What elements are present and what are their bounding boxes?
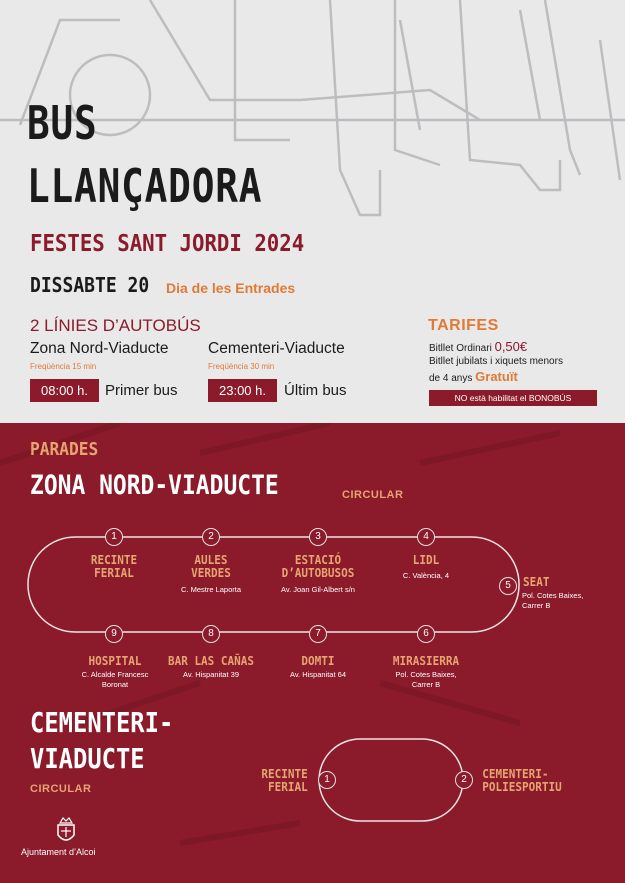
bonobus-note: NO està habilitat el BONOBÚS [429, 390, 597, 406]
stop-address: C. València, 4 [402, 571, 450, 580]
first-bus-label: Primer bus [105, 382, 178, 399]
footer-logo-text: Ajuntament d’Alcoi [21, 847, 96, 857]
lines-heading: 2 LÍNIES D’AUTOBÚS [30, 316, 201, 335]
stop-name: HOSPITAL [88, 653, 142, 668]
line2-frequency: Freqüència 30 min [208, 362, 275, 371]
stop-number: 9 [105, 625, 123, 643]
stop-address: Av. Joan Gil-Albert s/n [281, 585, 355, 594]
last-bus-label: Últim bus [284, 382, 347, 399]
stop-number: 1 [318, 771, 336, 789]
stop-name: LIDL [412, 552, 440, 567]
stop-number: 4 [417, 528, 435, 546]
stop-name: DOMTI [301, 653, 335, 668]
event-subtitle: FESTES SANT JORDI 2024 [30, 231, 305, 257]
last-bus-time: 23:00 h. [208, 379, 277, 402]
stop-name: RECINTE FERIAL [90, 552, 138, 580]
tarifa-jubilats-label: de 4 anys [429, 373, 473, 384]
stop-address: Pol. Cotes Baixes, Carrer B [522, 591, 584, 610]
first-bus-time: 08:00 h. [30, 379, 99, 402]
line1-frequency: Freqüència 15 min [30, 362, 97, 371]
stop-name: RECINTE FERIAL [261, 766, 308, 794]
tarifes-heading: TARIFES [428, 317, 499, 334]
stop-number: 5 [499, 577, 517, 595]
title-line1: BUS [27, 96, 98, 150]
title-line2: LLANÇADORA [27, 159, 263, 213]
route2-type: CIRCULAR [30, 783, 92, 795]
tarifa-ordinari-price: 0,50€ [494, 339, 528, 354]
stop-number: 2 [202, 528, 220, 546]
event-name: Dia de les Entrades [166, 280, 296, 296]
route2-title-line1: CEMENTERI- [30, 706, 174, 739]
stop-number: 8 [202, 625, 220, 643]
stop-address: C. Alcalde Francesc Boronat [81, 670, 149, 689]
stop-address: C. Mestre Laporta [180, 585, 242, 594]
stop-name: CEMENTERI- POLIESPORTIU [482, 766, 562, 794]
stop-name: SEAT [523, 574, 550, 589]
route2-title-line2: VIADUCTE [30, 742, 145, 775]
stop-number: 3 [309, 528, 327, 546]
stop-number: 7 [309, 625, 327, 643]
route1-type: CIRCULAR [342, 489, 404, 501]
stop-number: 2 [455, 771, 473, 789]
line2-name: Cementeri-Viaducte [208, 340, 345, 357]
stop-address: Av. Hispanitat 64 [289, 670, 346, 679]
tarifa-ordinari-label: Bitllet Ordinari [429, 343, 492, 354]
stop-name: BAR LAS CAÑAS [167, 653, 255, 668]
event-day: DISSABTE 20 [30, 273, 150, 297]
stop-number: 6 [417, 625, 435, 643]
stop-address: Av. Hispanitat 39 [182, 670, 239, 679]
town-crest-icon [55, 815, 77, 845]
tarifa-jubilats-price: Gratuït [475, 369, 518, 384]
tarifa-jubilats-line1: Bitllet jubilats i xiquets menors [429, 356, 563, 367]
parades-heading: PARADES [30, 439, 99, 460]
route1-title: ZONA NORD-VIADUCTE [30, 470, 279, 501]
stop-address: Pol. Cotes Baixes, Carrer B [395, 670, 457, 689]
line1-name: Zona Nord-Viaducte [30, 340, 169, 357]
stop-name: AULES VERDES [191, 552, 231, 580]
stop-number: 1 [105, 528, 123, 546]
stop-name: MIRASIERRA [392, 653, 460, 668]
stop-name: ESTACIÓ D’AUTOBUSOS [281, 552, 355, 580]
